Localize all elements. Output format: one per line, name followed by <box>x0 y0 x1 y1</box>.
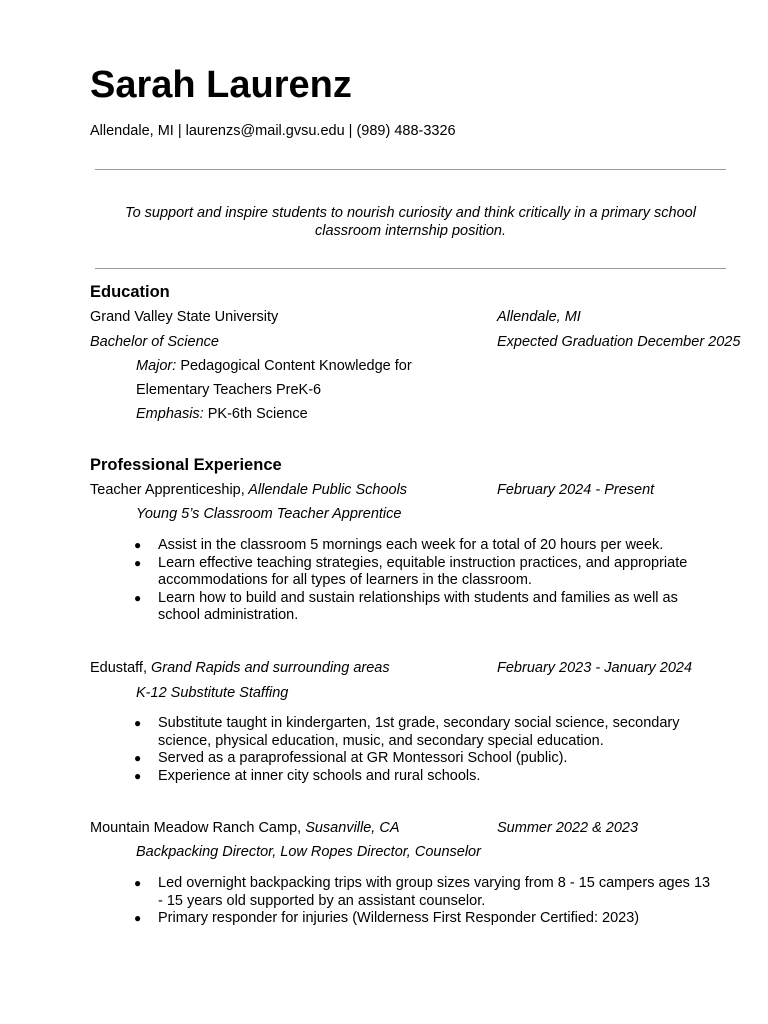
major-line-2: Elementary Teachers PreK-6 <box>136 382 322 398</box>
emphasis-line <box>136 405 308 423</box>
major-value: Pedagogical Content Knowledge for <box>176 358 412 374</box>
major-line-1 <box>136 357 412 375</box>
objective-statement: To support and inspire students to nourish curiosity and think critically in a primary school classroom internship position. <box>125 205 696 239</box>
job-role: Backpacking Director, Low Ropes Director, Counselor <box>136 844 481 860</box>
bullet-item: ● Assist in the classroom 5 mornings each week for a total of 20 hours per week. <box>0 537 718 555</box>
bullet-item: ● Learn effective teaching strategies, equitable instruction practices, and appropriate accommodations for all types of learners in the classroom. <box>0 555 718 590</box>
bullet-item: ● Substitute taught in kindergarten, 1st grade, secondary social science, secondary science, physical education, music, and secondary special education. <box>0 715 718 750</box>
job-org: Susanville, CA <box>301 820 400 836</box>
emphasis-value: PK-6th Science <box>203 406 308 422</box>
bullet-item: ● Led overnight backpacking trips with group sizes varying from 8 - 15 campers ages 13 - 15 years old supported by an assistant counselor. <box>0 875 718 910</box>
job-role: Young 5’s Classroom Teacher Apprentice <box>136 506 402 522</box>
job-title-line <box>90 659 390 677</box>
job-title-line <box>90 481 407 499</box>
job-title: Edustaff, <box>90 660 147 676</box>
bullet-item: ● Served as a paraprofessional at GR Montessori School (public). <box>0 750 718 768</box>
school-name: Grand Valley State University <box>90 309 279 325</box>
graduation-date: Expected Graduation December 2025 <box>497 334 741 350</box>
experience-heading: Professional Experience <box>90 456 282 474</box>
job-bullets <box>0 875 718 928</box>
bullet-item: ● Primary responder for injuries (Wilderness First Responder Certified: 2023) <box>0 910 718 928</box>
job-title-line <box>90 819 400 837</box>
job-dates: Summer 2022 & 2023 <box>497 820 639 836</box>
bullet-item: ● Learn how to build and sustain relationships with students and families as well as school administration. <box>0 590 718 625</box>
major-label: Major: <box>136 358 177 374</box>
emphasis-label: Emphasis: <box>136 406 204 422</box>
divider-bottom <box>95 268 726 269</box>
job-org: Allendale Public Schools <box>244 482 408 498</box>
job-bullets <box>0 537 718 625</box>
education-heading: Education <box>90 283 170 301</box>
job-title: Teacher Apprenticeship, <box>90 482 245 498</box>
school-location: Allendale, MI <box>497 309 581 325</box>
job-org: Grand Rapids and surrounding areas <box>146 660 390 676</box>
job-dates: February 2024 - Present <box>497 482 655 498</box>
job-title: Mountain Meadow Ranch Camp, <box>90 820 302 836</box>
divider-top <box>95 169 726 170</box>
job-role: K-12 Substitute Staffing <box>136 685 289 701</box>
resume-name: Sarah Laurenz <box>90 64 352 106</box>
degree: Bachelor of Science <box>90 334 219 350</box>
contact-info: Allendale, MI | laurenzs@mail.gvsu.edu | (989) 488-3326 <box>90 123 456 139</box>
job-bullets <box>0 715 718 785</box>
job-dates: February 2023 - January 2024 <box>497 660 693 676</box>
bullet-item: ● Experience at inner city schools and rural schools. <box>0 768 718 786</box>
